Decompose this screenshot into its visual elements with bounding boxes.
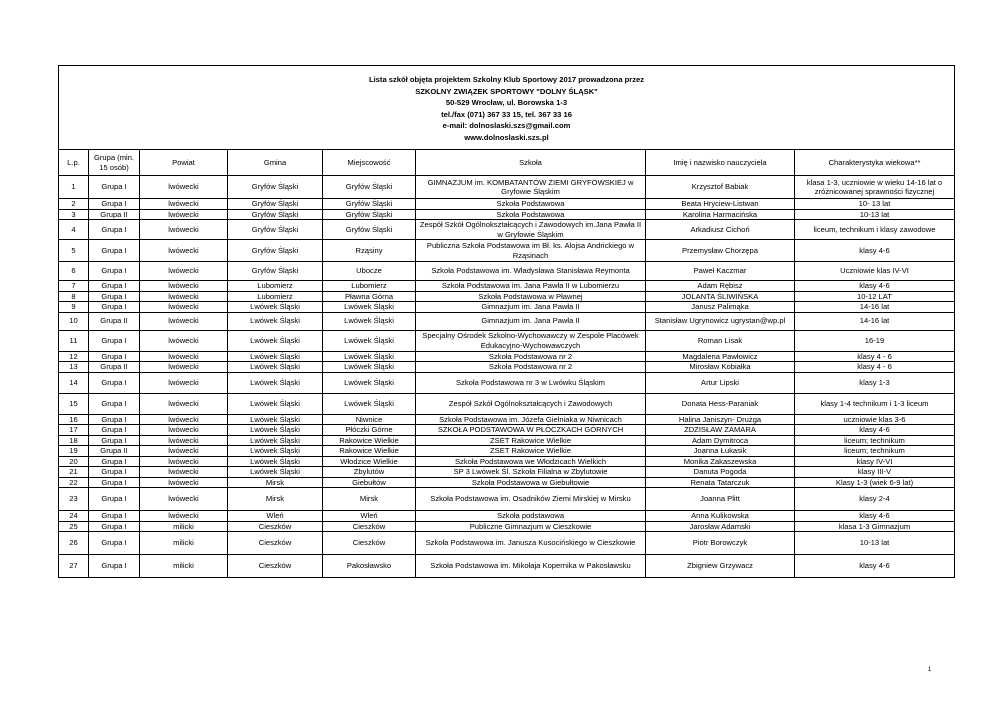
group-cell: Grupa II	[89, 362, 140, 373]
municipality-cell: Lwówek Śląski	[228, 414, 323, 425]
municipality-cell: Gryfów Śląski	[228, 240, 323, 262]
page-number: 1	[928, 667, 932, 673]
teacher-cell: Paweł Kaczmar	[646, 262, 795, 281]
column-header-school: Szkoła	[416, 150, 646, 176]
table-row	[59, 467, 955, 478]
school-cell: Szkoła Podstawowa nr 2	[416, 362, 646, 373]
school-cell: Szkoła Podstawowa w Giebułtowie	[416, 477, 646, 488]
municipality-cell: Lwówek Śląski	[228, 330, 323, 351]
county-cell: lwówecki	[140, 240, 228, 262]
lp-cell: 23	[59, 488, 89, 511]
group-cell: Grupa I	[89, 199, 140, 210]
teacher-cell: Joanna Łukasik	[646, 446, 795, 457]
table-row	[59, 302, 955, 313]
teacher-cell: Mirosław Kobiałka	[646, 362, 795, 373]
municipality-cell: Lwówek Śląski	[228, 393, 323, 414]
group-cell: Grupa I	[89, 291, 140, 302]
school-cell: Szkoła Podstawowa im. Jana Pawła II w Lubomierzu	[416, 281, 646, 292]
county-cell: lwówecki	[140, 393, 228, 414]
age-profile-cell: liceum; technikum	[795, 446, 955, 457]
lp-cell: 20	[59, 456, 89, 467]
group-cell: Grupa I	[89, 532, 140, 555]
table-row	[59, 176, 955, 199]
column-header-group: Grupa (min. 15 osób)	[89, 150, 140, 176]
town-cell: Rząsiny	[323, 240, 416, 262]
teacher-cell: JOLANTA ŚLIWIŃSKA	[646, 291, 795, 302]
school-cell: Szkoła Podstawowa nr 2	[416, 351, 646, 362]
table-row	[59, 312, 955, 330]
lp-cell: 21	[59, 467, 89, 478]
municipality-cell: Lwówek Śląski	[228, 435, 323, 446]
municipality-cell: Cieszków	[228, 555, 323, 578]
table-row	[59, 362, 955, 373]
town-cell: Lwówek Śląski	[323, 312, 416, 330]
municipality-cell: Mirsk	[228, 488, 323, 511]
age-profile-cell: klasy 2-4	[795, 488, 955, 511]
town-cell: Zbylutów	[323, 467, 416, 478]
county-cell: lwówecki	[140, 209, 228, 220]
county-cell: lwówecki	[140, 477, 228, 488]
school-list-sheet	[58, 65, 954, 578]
town-cell: Wleń	[323, 511, 416, 522]
county-cell: lwówecki	[140, 262, 228, 281]
county-cell: lwówecki	[140, 511, 228, 522]
lp-cell: 3	[59, 209, 89, 220]
municipality-cell: Lwówek Śląski	[228, 425, 323, 436]
county-cell: lwówecki	[140, 176, 228, 199]
school-cell: Szkoła Podstawowa im. Janusza Kusocińskiego w Cieszkowie	[416, 532, 646, 555]
town-cell: Lwówek Śląski	[323, 372, 416, 393]
table-body	[59, 66, 955, 578]
lp-cell: 7	[59, 281, 89, 292]
municipality-cell: Gryfów Śląski	[228, 176, 323, 199]
town-cell: Giebułtów	[323, 477, 416, 488]
town-cell: Lwówek Śląski	[323, 302, 416, 313]
column-header-town: Miejscowość	[323, 150, 416, 176]
school-cell: Szkoła Podstawowa im. Osadników Ziemi Mirskiej w Mirsku	[416, 488, 646, 511]
county-cell: lwówecki	[140, 302, 228, 313]
header-line-organization: SZKOLNY ZWIĄZEK SPORTOWY "DOLNY ŚLĄSK"	[415, 86, 598, 96]
municipality-cell: Lubomierz	[228, 281, 323, 292]
teacher-cell: Zbigniew Grzywacz	[646, 555, 795, 578]
town-cell: Cieszków	[323, 532, 416, 555]
school-cell: Szkoła Podstawowa w Pławnej	[416, 291, 646, 302]
group-cell: Grupa I	[89, 425, 140, 436]
age-profile-cell: Uczniowie klas IV-VI	[795, 262, 955, 281]
age-profile-cell: klasa 1-3 Gimnazjum	[795, 521, 955, 532]
table-row	[59, 532, 955, 555]
town-cell: Włodzice Wielkie	[323, 456, 416, 467]
age-profile-cell: 10- 13 lat	[795, 199, 955, 210]
lp-cell: 2	[59, 199, 89, 210]
column-header-county: Powiat	[140, 150, 228, 176]
teacher-cell: Halina Janiszyn- Drużga	[646, 414, 795, 425]
county-cell: lwówecki	[140, 446, 228, 457]
municipality-cell: Wleń	[228, 511, 323, 522]
table-row	[59, 281, 955, 292]
table-row	[59, 330, 955, 351]
teacher-cell: Renata Tatarczuk	[646, 477, 795, 488]
header-row	[59, 66, 955, 150]
school-cell: Szkoła Podstawowa	[416, 209, 646, 220]
town-cell: Lwówek Śląski	[323, 393, 416, 414]
group-cell: Grupa II	[89, 446, 140, 457]
table-row	[59, 209, 955, 220]
age-profile-cell: 14-16 lat	[795, 312, 955, 330]
county-cell: lwówecki	[140, 351, 228, 362]
teacher-cell: Roman Lisak	[646, 330, 795, 351]
teacher-cell: Jarosław Adamski	[646, 521, 795, 532]
town-cell: Pławna Górna	[323, 291, 416, 302]
teacher-cell: Adam Rębisz	[646, 281, 795, 292]
school-cell: Zespół Szkół Ogólnokształcących i Zawodowych im.Jana Pawła II w Gryfowie Śląskim	[416, 220, 646, 240]
town-cell: Rakowice Wielkie	[323, 446, 416, 457]
school-cell: SZKOŁA PODSTAWOWA W PŁÓCZKACH GÓRNYCH	[416, 425, 646, 436]
school-table	[58, 65, 955, 578]
table-row	[59, 199, 955, 210]
lp-cell: 25	[59, 521, 89, 532]
age-profile-cell: klasa 1-3, uczniowie w wieku 14-16 lat o zróżnicowanej sprawności fizycznej	[795, 176, 955, 199]
town-cell: Lwówek Śląski	[323, 351, 416, 362]
age-profile-cell: liceum; technikum	[795, 435, 955, 446]
group-cell: Grupa I	[89, 220, 140, 240]
lp-cell: 27	[59, 555, 89, 578]
age-profile-cell: klasy 4-6	[795, 240, 955, 262]
table-row	[59, 477, 955, 488]
table-row	[59, 488, 955, 511]
group-cell: Grupa I	[89, 488, 140, 511]
table-row	[59, 240, 955, 262]
group-cell: Grupa I	[89, 302, 140, 313]
group-cell: Grupa I	[89, 176, 140, 199]
school-cell: Szkoła podstawowa	[416, 511, 646, 522]
lp-cell: 15	[59, 393, 89, 414]
group-cell: Grupa II	[89, 209, 140, 220]
table-row	[59, 446, 955, 457]
teacher-cell: Danuta Pogoda	[646, 467, 795, 478]
teacher-cell: Stanisław Ugrynowicz ugrystan@wp.pl	[646, 312, 795, 330]
school-cell: Szkoła Podstawowa we Włodzicach Wielkich	[416, 456, 646, 467]
municipality-cell: Cieszków	[228, 521, 323, 532]
table-row	[59, 393, 955, 414]
group-cell: Grupa II	[89, 312, 140, 330]
teacher-cell: Adam Dymitroca	[646, 435, 795, 446]
table-row	[59, 220, 955, 240]
column-header-municipality: Gmina	[228, 150, 323, 176]
lp-cell: 16	[59, 414, 89, 425]
teacher-cell: Donata Hess-Paraniak	[646, 393, 795, 414]
table-row	[59, 521, 955, 532]
municipality-cell: Lubomierz	[228, 291, 323, 302]
group-cell: Grupa I	[89, 521, 140, 532]
county-cell: lwówecki	[140, 425, 228, 436]
school-cell: Gimnazjum im. Jana Pawła II	[416, 312, 646, 330]
age-profile-cell: 10-13 lat	[795, 209, 955, 220]
municipality-cell: Lwówek Śląski	[228, 446, 323, 457]
teacher-cell: ZDZISŁAW ZAMARA	[646, 425, 795, 436]
group-cell: Grupa I	[89, 330, 140, 351]
group-cell: Grupa I	[89, 351, 140, 362]
county-cell: lwówecki	[140, 291, 228, 302]
age-profile-cell: Klasy 1-3 (wiek 6-9 lat)	[795, 477, 955, 488]
table-row	[59, 414, 955, 425]
county-cell: lwówecki	[140, 467, 228, 478]
lp-cell: 9	[59, 302, 89, 313]
teacher-cell: Magdalena Pawłowicz	[646, 351, 795, 362]
group-cell: Grupa I	[89, 281, 140, 292]
municipality-cell: Gryfów Śląski	[228, 220, 323, 240]
table-row	[59, 511, 955, 522]
age-profile-cell: klasy III-V	[795, 467, 955, 478]
school-cell: Szkoła Podstawowa nr 3 w Lwówku Śląskim	[416, 372, 646, 393]
table-row	[59, 372, 955, 393]
county-cell: lwówecki	[140, 372, 228, 393]
table-row	[59, 262, 955, 281]
lp-cell: 8	[59, 291, 89, 302]
lp-cell: 5	[59, 240, 89, 262]
town-cell: Gryfów Śląski	[323, 220, 416, 240]
group-cell: Grupa I	[89, 511, 140, 522]
county-cell: lwówecki	[140, 281, 228, 292]
county-cell: lwówecki	[140, 312, 228, 330]
municipality-cell: Gryfów Śląski	[228, 262, 323, 281]
school-cell: Szkoła Podstawowa im. Józefa Gielniaka w Niwnicach	[416, 414, 646, 425]
header-line-email: e-mail: dolnoslaski.szs@gmail.com	[442, 121, 571, 130]
age-profile-cell: klasy 4 - 6	[795, 351, 955, 362]
town-cell: Niwnice	[323, 414, 416, 425]
table-row	[59, 435, 955, 446]
town-cell: Płóczki Górne	[323, 425, 416, 436]
document-header	[59, 66, 955, 150]
municipality-cell: Lwówek Śląski	[228, 351, 323, 362]
teacher-cell: Krzysztof Babiak	[646, 176, 795, 199]
municipality-cell: Mirsk	[228, 477, 323, 488]
lp-cell: 17	[59, 425, 89, 436]
town-cell: Ubocze	[323, 262, 416, 281]
county-cell: lwówecki	[140, 330, 228, 351]
age-profile-cell: klasy 4-6	[795, 281, 955, 292]
column-header-age-profile: Charakterystyka wiekowa**	[795, 150, 955, 176]
lp-cell: 19	[59, 446, 89, 457]
teacher-cell: Przemysław Chorzępa	[646, 240, 795, 262]
teacher-cell: Arkadiusz Cichoń	[646, 220, 795, 240]
school-cell: ZSET Rakowice Wielkie	[416, 435, 646, 446]
age-profile-cell: uczniowie klas 3-6	[795, 414, 955, 425]
age-profile-cell: klasy 4-6	[795, 555, 955, 578]
lp-cell: 6	[59, 262, 89, 281]
lp-cell: 1	[59, 176, 89, 199]
lp-cell: 13	[59, 362, 89, 373]
age-profile-cell: klasy 4-6	[795, 425, 955, 436]
lp-cell: 11	[59, 330, 89, 351]
age-profile-cell: 10-13 lat	[795, 532, 955, 555]
age-profile-cell: 14-16 lat	[795, 302, 955, 313]
town-cell: Lwówek Śląski	[323, 362, 416, 373]
county-cell: lwówecki	[140, 414, 228, 425]
teacher-cell: Beata Hryciew-Listwan	[646, 199, 795, 210]
lp-cell: 14	[59, 372, 89, 393]
county-cell: lwówecki	[140, 435, 228, 446]
county-cell: lwówecki	[140, 456, 228, 467]
group-cell: Grupa I	[89, 414, 140, 425]
school-cell: GIMNAZJUM im. KOMBATANTÓW ZIEMI GRYFOWSKIEJ w Gryfowie Śląskim	[416, 176, 646, 199]
lp-cell: 26	[59, 532, 89, 555]
school-cell: ZSET Rakowice Wielkie	[416, 446, 646, 457]
school-cell: SP 3 Lwówek Śl. Szkoła Filialna w Zbylutowie	[416, 467, 646, 478]
county-cell: lwówecki	[140, 362, 228, 373]
county-cell: lwówecki	[140, 220, 228, 240]
teacher-cell: Karolina Harmacińska	[646, 209, 795, 220]
age-profile-cell: klasy 1-3	[795, 372, 955, 393]
municipality-cell: Lwówek Śląski	[228, 362, 323, 373]
group-cell: Grupa I	[89, 240, 140, 262]
municipality-cell: Lwówek Śląski	[228, 372, 323, 393]
age-profile-cell: klasy 4 - 6	[795, 362, 955, 373]
school-cell: Szkoła Podstawowa im. Mikołaja Kopernika w Pakosławsku	[416, 555, 646, 578]
age-profile-cell: klasy 1-4 technikum i 1-3 liceum	[795, 393, 955, 414]
town-cell: Pakosławsko	[323, 555, 416, 578]
group-cell: Grupa I	[89, 393, 140, 414]
column-header-row	[59, 150, 955, 176]
age-profile-cell: liceum, technikum i klasy zawodowe	[795, 220, 955, 240]
school-cell: Zespół Szkół Ogólnokształcących i Zawodowych	[416, 393, 646, 414]
lp-cell: 22	[59, 477, 89, 488]
lp-cell: 18	[59, 435, 89, 446]
municipality-cell: Lwówek Śląski	[228, 456, 323, 467]
teacher-cell: Piotr Borowczyk	[646, 532, 795, 555]
age-profile-cell: klasy 4-6	[795, 511, 955, 522]
school-cell: Gimnazjum im. Jana Pawła II	[416, 302, 646, 313]
county-cell: milicki	[140, 555, 228, 578]
municipality-cell: Cieszków	[228, 532, 323, 555]
municipality-cell: Gryfów Śląski	[228, 209, 323, 220]
school-cell: Szkoła Podstawowa im. Władysława Stanisława Reymonta	[416, 262, 646, 281]
teacher-cell: Janusz Palimąka	[646, 302, 795, 313]
age-profile-cell: 16-19	[795, 330, 955, 351]
teacher-cell: Monika Zakaszewska	[646, 456, 795, 467]
group-cell: Grupa I	[89, 477, 140, 488]
group-cell: Grupa I	[89, 456, 140, 467]
age-profile-cell: 10-12 LAT	[795, 291, 955, 302]
municipality-cell: Lwówek Śląski	[228, 467, 323, 478]
municipality-cell: Gryfów Śląski	[228, 199, 323, 210]
table-row	[59, 425, 955, 436]
column-header-teacher: Imię i nazwisko nauczyciela	[646, 150, 795, 176]
municipality-cell: Lwówek Śląski	[228, 312, 323, 330]
group-cell: Grupa I	[89, 262, 140, 281]
table-row	[59, 555, 955, 578]
county-cell: milicki	[140, 521, 228, 532]
header-line-phone: tel./fax (071) 367 33 15, tel. 367 33 16	[441, 109, 572, 119]
school-cell: Publiczne Gimnazjum w Cieszkowie	[416, 521, 646, 532]
header-line-website: www.dolnoslaski.szs.pl	[464, 132, 549, 142]
lp-cell: 24	[59, 511, 89, 522]
school-cell: Specjalny Ośrodek Szkolno-Wychowawczy w Zespole Placówek Edukacyjno-Wychowawczych	[416, 330, 646, 351]
teacher-cell: Anna Kulikowska	[646, 511, 795, 522]
header-line-title: Lista szkół objęta projektem Szkolny Klub Sportowy 2017 prowadzona przez	[368, 75, 645, 84]
municipality-cell: Lwówek Śląski	[228, 302, 323, 313]
town-cell: Mirsk	[323, 488, 416, 511]
table-row	[59, 456, 955, 467]
teacher-cell: Artur Lipski	[646, 372, 795, 393]
group-cell: Grupa I	[89, 467, 140, 478]
group-cell: Grupa I	[89, 435, 140, 446]
county-cell: milicki	[140, 532, 228, 555]
teacher-cell: Joanna Plitt	[646, 488, 795, 511]
school-cell: Szkoła Podstawowa	[416, 199, 646, 210]
table-row	[59, 351, 955, 362]
lp-cell: 10	[59, 312, 89, 330]
column-header-lp: L.p.	[59, 150, 89, 176]
town-cell: Lwówek Śląski	[323, 330, 416, 351]
town-cell: Cieszków	[323, 521, 416, 532]
school-cell: Publiczna Szkoła Podstawowa im Bł. ks. Alojsa Andrickiego w Rząsinach	[416, 240, 646, 262]
town-cell: Lubomierz	[323, 281, 416, 292]
lp-cell: 4	[59, 220, 89, 240]
group-cell: Grupa I	[89, 555, 140, 578]
group-cell: Grupa I	[89, 372, 140, 393]
town-cell: Gryfów Śląski	[323, 176, 416, 199]
town-cell: Gryfów Śląski	[323, 199, 416, 210]
table-row	[59, 291, 955, 302]
age-profile-cell: klasy IV-VI	[795, 456, 955, 467]
lp-cell: 12	[59, 351, 89, 362]
county-cell: lwówecki	[140, 488, 228, 511]
county-cell: lwówecki	[140, 199, 228, 210]
town-cell: Rakowice Wielkie	[323, 435, 416, 446]
header-line-address: 50-529 Wrocław, ul. Borowska 1-3	[445, 98, 568, 107]
town-cell: Gryfów Śląski	[323, 209, 416, 220]
